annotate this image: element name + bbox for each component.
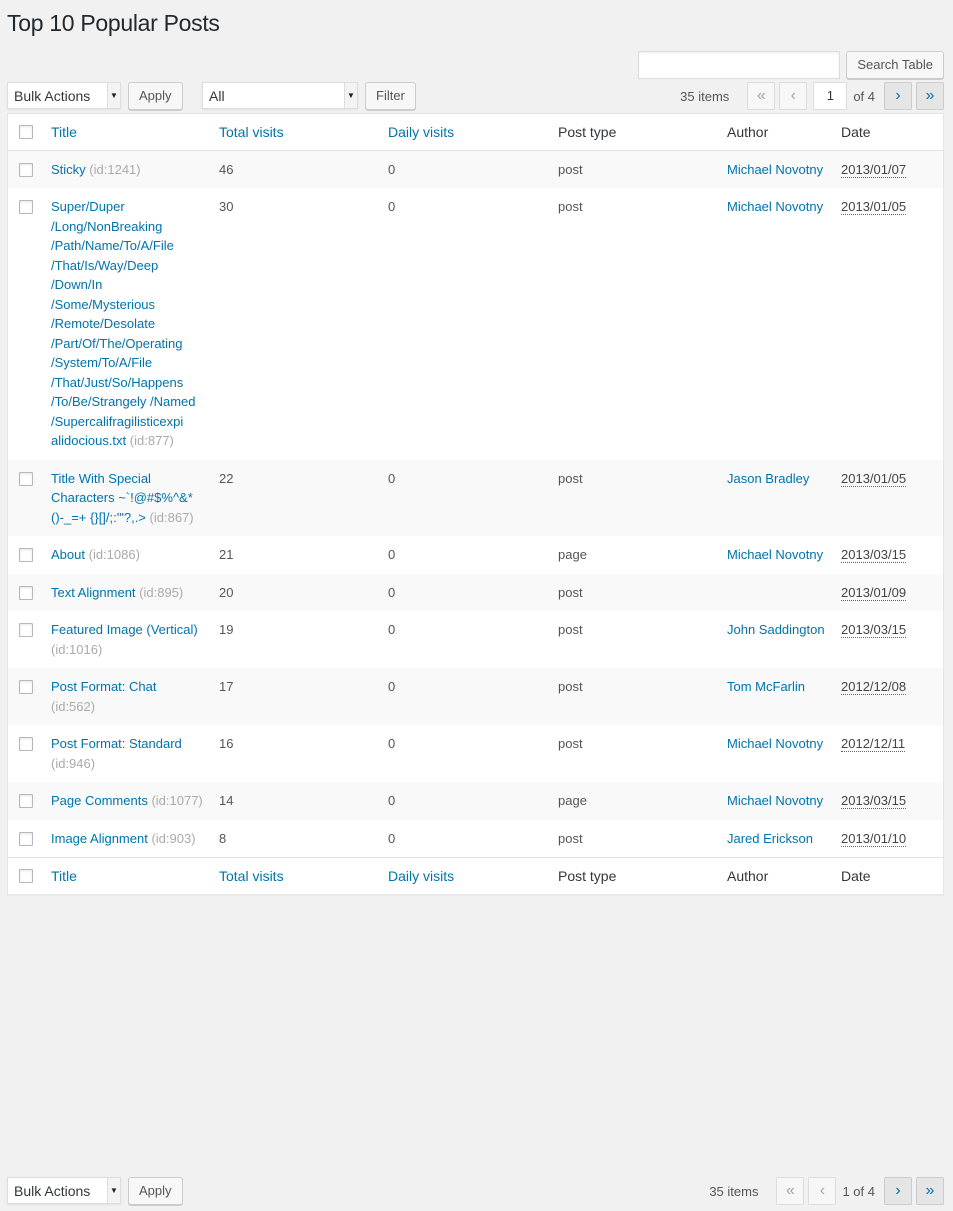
post-id: (id:1241)	[89, 161, 141, 177]
total-visits-cell: 22	[211, 460, 380, 537]
row-checkbox[interactable]	[19, 472, 33, 486]
post-type-cell: post	[558, 199, 583, 214]
row-checkbox-cell	[8, 188, 43, 460]
author-cell	[719, 668, 833, 725]
table-header-row	[8, 114, 943, 150]
author-link[interactable]: Michael Novotny	[727, 793, 824, 808]
title-cell	[43, 150, 211, 188]
row-checkbox[interactable]	[19, 586, 33, 600]
first-page-button-bottom[interactable]: «	[776, 1177, 804, 1205]
post-date: 2013/03/15	[841, 622, 907, 637]
column-daily-visits[interactable]: Daily visits	[380, 114, 550, 150]
row-checkbox-cell	[8, 725, 43, 782]
search-table-button[interactable]: Search Table	[846, 51, 944, 79]
pagination-top	[680, 82, 944, 110]
total-visits-cell: 16	[219, 736, 234, 751]
table-row	[8, 725, 943, 782]
post-date: 2012/12/11	[841, 736, 906, 751]
post-date: 2013/03/15	[841, 793, 907, 808]
daily-visits-cell: 0	[388, 547, 396, 562]
author-link[interactable]: Michael Novotny	[727, 199, 824, 214]
post-type-cell: page	[558, 547, 587, 562]
row-checkbox[interactable]	[19, 163, 33, 177]
author-cell	[719, 460, 833, 537]
post-type-cell: post	[550, 574, 719, 612]
table-footer-row	[8, 858, 943, 894]
next-page-button[interactable]: ›	[884, 82, 912, 110]
select-all-cell	[8, 114, 43, 150]
author-link[interactable]: Michael Novotny	[727, 736, 824, 751]
row-checkbox-cell	[8, 150, 43, 188]
row-checkbox[interactable]	[19, 794, 33, 808]
bulk-actions-select[interactable]	[7, 82, 121, 109]
last-page-button-bottom[interactable]: »	[916, 1177, 944, 1205]
posts-table	[7, 113, 944, 895]
date-cell	[833, 188, 943, 460]
prev-page-button[interactable]: ‹	[779, 82, 807, 110]
row-checkbox-cell	[8, 460, 43, 537]
post-id: (id:877)	[129, 433, 174, 448]
prev-page-button-bottom[interactable]: ‹	[808, 1177, 836, 1205]
row-checkbox-cell	[8, 820, 43, 858]
table-row	[8, 536, 943, 574]
total-visits-cell: 21	[219, 547, 234, 562]
post-title-link[interactable]: Post Format: Standard	[51, 736, 182, 751]
title-cell	[43, 611, 211, 668]
table-row	[8, 820, 943, 858]
total-visits-cell: 46	[211, 150, 380, 188]
post-id: (id:1016)	[51, 641, 103, 657]
author-cell	[719, 574, 833, 612]
row-checkbox[interactable]	[19, 548, 33, 562]
author-cell	[719, 820, 833, 858]
author-cell	[719, 188, 833, 460]
current-page-input[interactable]: 1	[813, 82, 847, 110]
author-cell	[719, 725, 833, 782]
date-cell	[833, 820, 943, 858]
bulk-actions-value: Bulk Actions	[14, 88, 91, 104]
date-cell	[833, 574, 943, 612]
table-body	[8, 150, 943, 858]
column-author: Author	[719, 114, 833, 150]
table-row	[8, 188, 943, 460]
post-date: 2012/12/08	[841, 679, 907, 694]
post-date: 2013/01/05	[841, 470, 907, 486]
daily-visits-cell: 0	[388, 622, 396, 637]
author-link[interactable]: Jared Erickson	[727, 830, 813, 846]
bulk-actions-value-bottom: Bulk Actions	[14, 1183, 91, 1199]
author-cell	[719, 782, 833, 820]
page-info-bottom: 1 of 4	[842, 1183, 875, 1199]
title-cell	[43, 460, 211, 537]
chevron-down-icon: ▼	[344, 83, 357, 108]
tablenav-bottom	[7, 1177, 944, 1205]
post-title-link[interactable]: Post Format: Chat	[51, 679, 157, 694]
title-cell	[43, 574, 211, 612]
post-title-link[interactable]: About	[51, 547, 85, 562]
author-link[interactable]: Jason Bradley	[727, 470, 810, 486]
total-visits-cell: 30	[219, 199, 234, 214]
author-cell	[719, 536, 833, 574]
title-cell	[43, 536, 211, 574]
chevron-down-icon: ▼	[107, 1178, 120, 1203]
post-title-link[interactable]: Text Alignment	[51, 584, 136, 600]
chevron-down-icon: ▼	[107, 83, 120, 108]
search-box	[638, 51, 944, 79]
author-cell	[719, 611, 833, 668]
post-date: 2013/01/10	[841, 830, 907, 846]
post-id: (id:895)	[139, 584, 184, 600]
title-cell	[43, 188, 211, 460]
table-row	[8, 460, 943, 537]
daily-visits-cell: 0	[388, 199, 396, 214]
daily-visits-cell: 0	[380, 782, 550, 820]
row-checkbox[interactable]	[19, 623, 33, 637]
next-page-button-bottom[interactable]: ›	[884, 1177, 912, 1205]
post-type-cell: post	[558, 736, 583, 751]
table-row	[8, 782, 943, 820]
author-cell	[719, 150, 833, 188]
title-cell	[43, 725, 211, 782]
post-type-cell: post	[550, 150, 719, 188]
title-cell	[43, 782, 211, 820]
daily-visits-cell: 0	[380, 668, 550, 725]
post-date: 2013/01/07	[841, 161, 907, 177]
post-type-cell: post	[558, 622, 583, 637]
total-visits-cell: 20	[211, 574, 380, 612]
title-cell	[43, 820, 211, 858]
filter-button[interactable]: Filter	[365, 82, 416, 110]
daily-visits-cell: 0	[388, 736, 396, 751]
apply-button-bottom[interactable]: Apply	[128, 1177, 183, 1205]
date-cell	[833, 150, 943, 188]
row-checkbox-cell	[8, 574, 43, 612]
column-date: Date	[833, 114, 943, 150]
post-type-cell: post	[550, 460, 719, 537]
column-total-visits[interactable]: Total visits	[211, 114, 380, 150]
row-checkbox-cell	[8, 536, 43, 574]
post-title-link[interactable]: Page Comments	[51, 793, 148, 808]
total-visits-cell: 17	[211, 668, 380, 725]
author-link[interactable]: Tom McFarlin	[727, 679, 806, 694]
post-id: (id:903)	[151, 830, 196, 846]
total-visits-cell: 14	[211, 782, 380, 820]
post-id: (id:562)	[51, 698, 96, 714]
tablenav-top	[7, 82, 944, 110]
select-all-cell-footer	[8, 858, 43, 894]
author-link[interactable]: Michael Novotny	[727, 161, 824, 177]
page-title: Top 10 Popular Posts	[7, 10, 220, 36]
daily-visits-cell: 0	[380, 150, 550, 188]
filter-select[interactable]	[202, 82, 358, 109]
table-row	[8, 668, 943, 725]
post-id: (id:1086)	[88, 547, 140, 562]
post-title-link[interactable]: Featured Image (Vertical)	[51, 622, 198, 637]
pagination-bottom	[709, 1177, 944, 1205]
row-checkbox-cell	[8, 668, 43, 725]
author-link[interactable]: John Saddington	[727, 622, 825, 637]
row-checkbox-cell	[8, 611, 43, 668]
footer-column-daily-visits[interactable]: Daily visits	[380, 858, 550, 894]
author-link[interactable]: Michael Novotny	[727, 547, 824, 562]
item-count: 35 items	[680, 88, 730, 104]
row-checkbox[interactable]	[19, 680, 33, 694]
date-cell	[833, 668, 943, 725]
table-row	[8, 150, 943, 188]
total-pages: of 4	[853, 88, 875, 104]
post-title-link[interactable]: Sticky	[51, 161, 86, 177]
column-title[interactable]: Title	[43, 114, 211, 150]
post-id: (id:946)	[51, 755, 96, 771]
search-input[interactable]	[638, 51, 840, 79]
title-cell	[43, 668, 211, 725]
post-id: (id:867)	[149, 509, 194, 525]
daily-visits-cell: 0	[388, 830, 396, 846]
post-date: 2013/01/09	[841, 584, 907, 600]
post-type-cell: post	[550, 668, 719, 725]
footer-column-title[interactable]: Title	[43, 858, 211, 894]
column-post-type: Post type	[550, 114, 719, 150]
table-row	[8, 574, 943, 612]
date-cell	[833, 460, 943, 537]
item-count-bottom: 35 items	[709, 1183, 759, 1199]
daily-visits-cell: 0	[380, 574, 550, 612]
date-cell	[833, 782, 943, 820]
total-visits-cell: 19	[219, 622, 234, 637]
select-all-checkbox[interactable]	[19, 125, 33, 139]
row-checkbox-cell	[8, 782, 43, 820]
row-checkbox[interactable]	[19, 737, 33, 751]
table-row	[8, 611, 943, 668]
row-checkbox[interactable]	[19, 200, 33, 214]
post-title-link[interactable]: Image Alignment	[51, 830, 148, 846]
footer-column-total-visits[interactable]: Total visits	[211, 858, 380, 894]
filter-select-value: All	[209, 88, 225, 104]
last-page-button[interactable]: »	[916, 82, 944, 110]
bulk-actions-select-bottom[interactable]	[7, 1177, 121, 1204]
select-all-checkbox-footer[interactable]	[19, 869, 33, 883]
first-page-button[interactable]: «	[747, 82, 775, 110]
post-date: 2013/03/15	[841, 547, 907, 562]
post-type-cell: page	[550, 782, 719, 820]
post-type-cell: post	[558, 830, 583, 846]
footer-column-post-type: Post type	[550, 858, 719, 894]
row-checkbox[interactable]	[19, 832, 33, 846]
date-cell	[833, 536, 943, 574]
date-cell	[833, 611, 943, 668]
footer-column-date: Date	[833, 858, 943, 894]
date-cell	[833, 725, 943, 782]
post-title-link[interactable]: Title With Special Characters ~`!@#$%^&*()-_=+ {}[]/;:'"?,.>	[51, 470, 193, 525]
footer-column-author: Author	[719, 858, 833, 894]
daily-visits-cell: 0	[380, 460, 550, 537]
post-title-link[interactable]: Super/Duper /Long/NonBreaking /Path/Name/To/A/File /That/Is/Way/Deep /Down/In /Some/Mysterious /Remote/Desolate /Part/Of/The/Operating /System/To/A/File /That/Just/So/Happens /To/Be/Strangely /Named /Supercalifragilisticexpi alidocious.txt	[51, 199, 196, 448]
apply-button[interactable]: Apply	[128, 82, 183, 110]
post-id: (id:1077)	[151, 793, 203, 808]
post-date: 2013/01/05	[841, 199, 907, 214]
total-visits-cell: 8	[219, 830, 227, 846]
